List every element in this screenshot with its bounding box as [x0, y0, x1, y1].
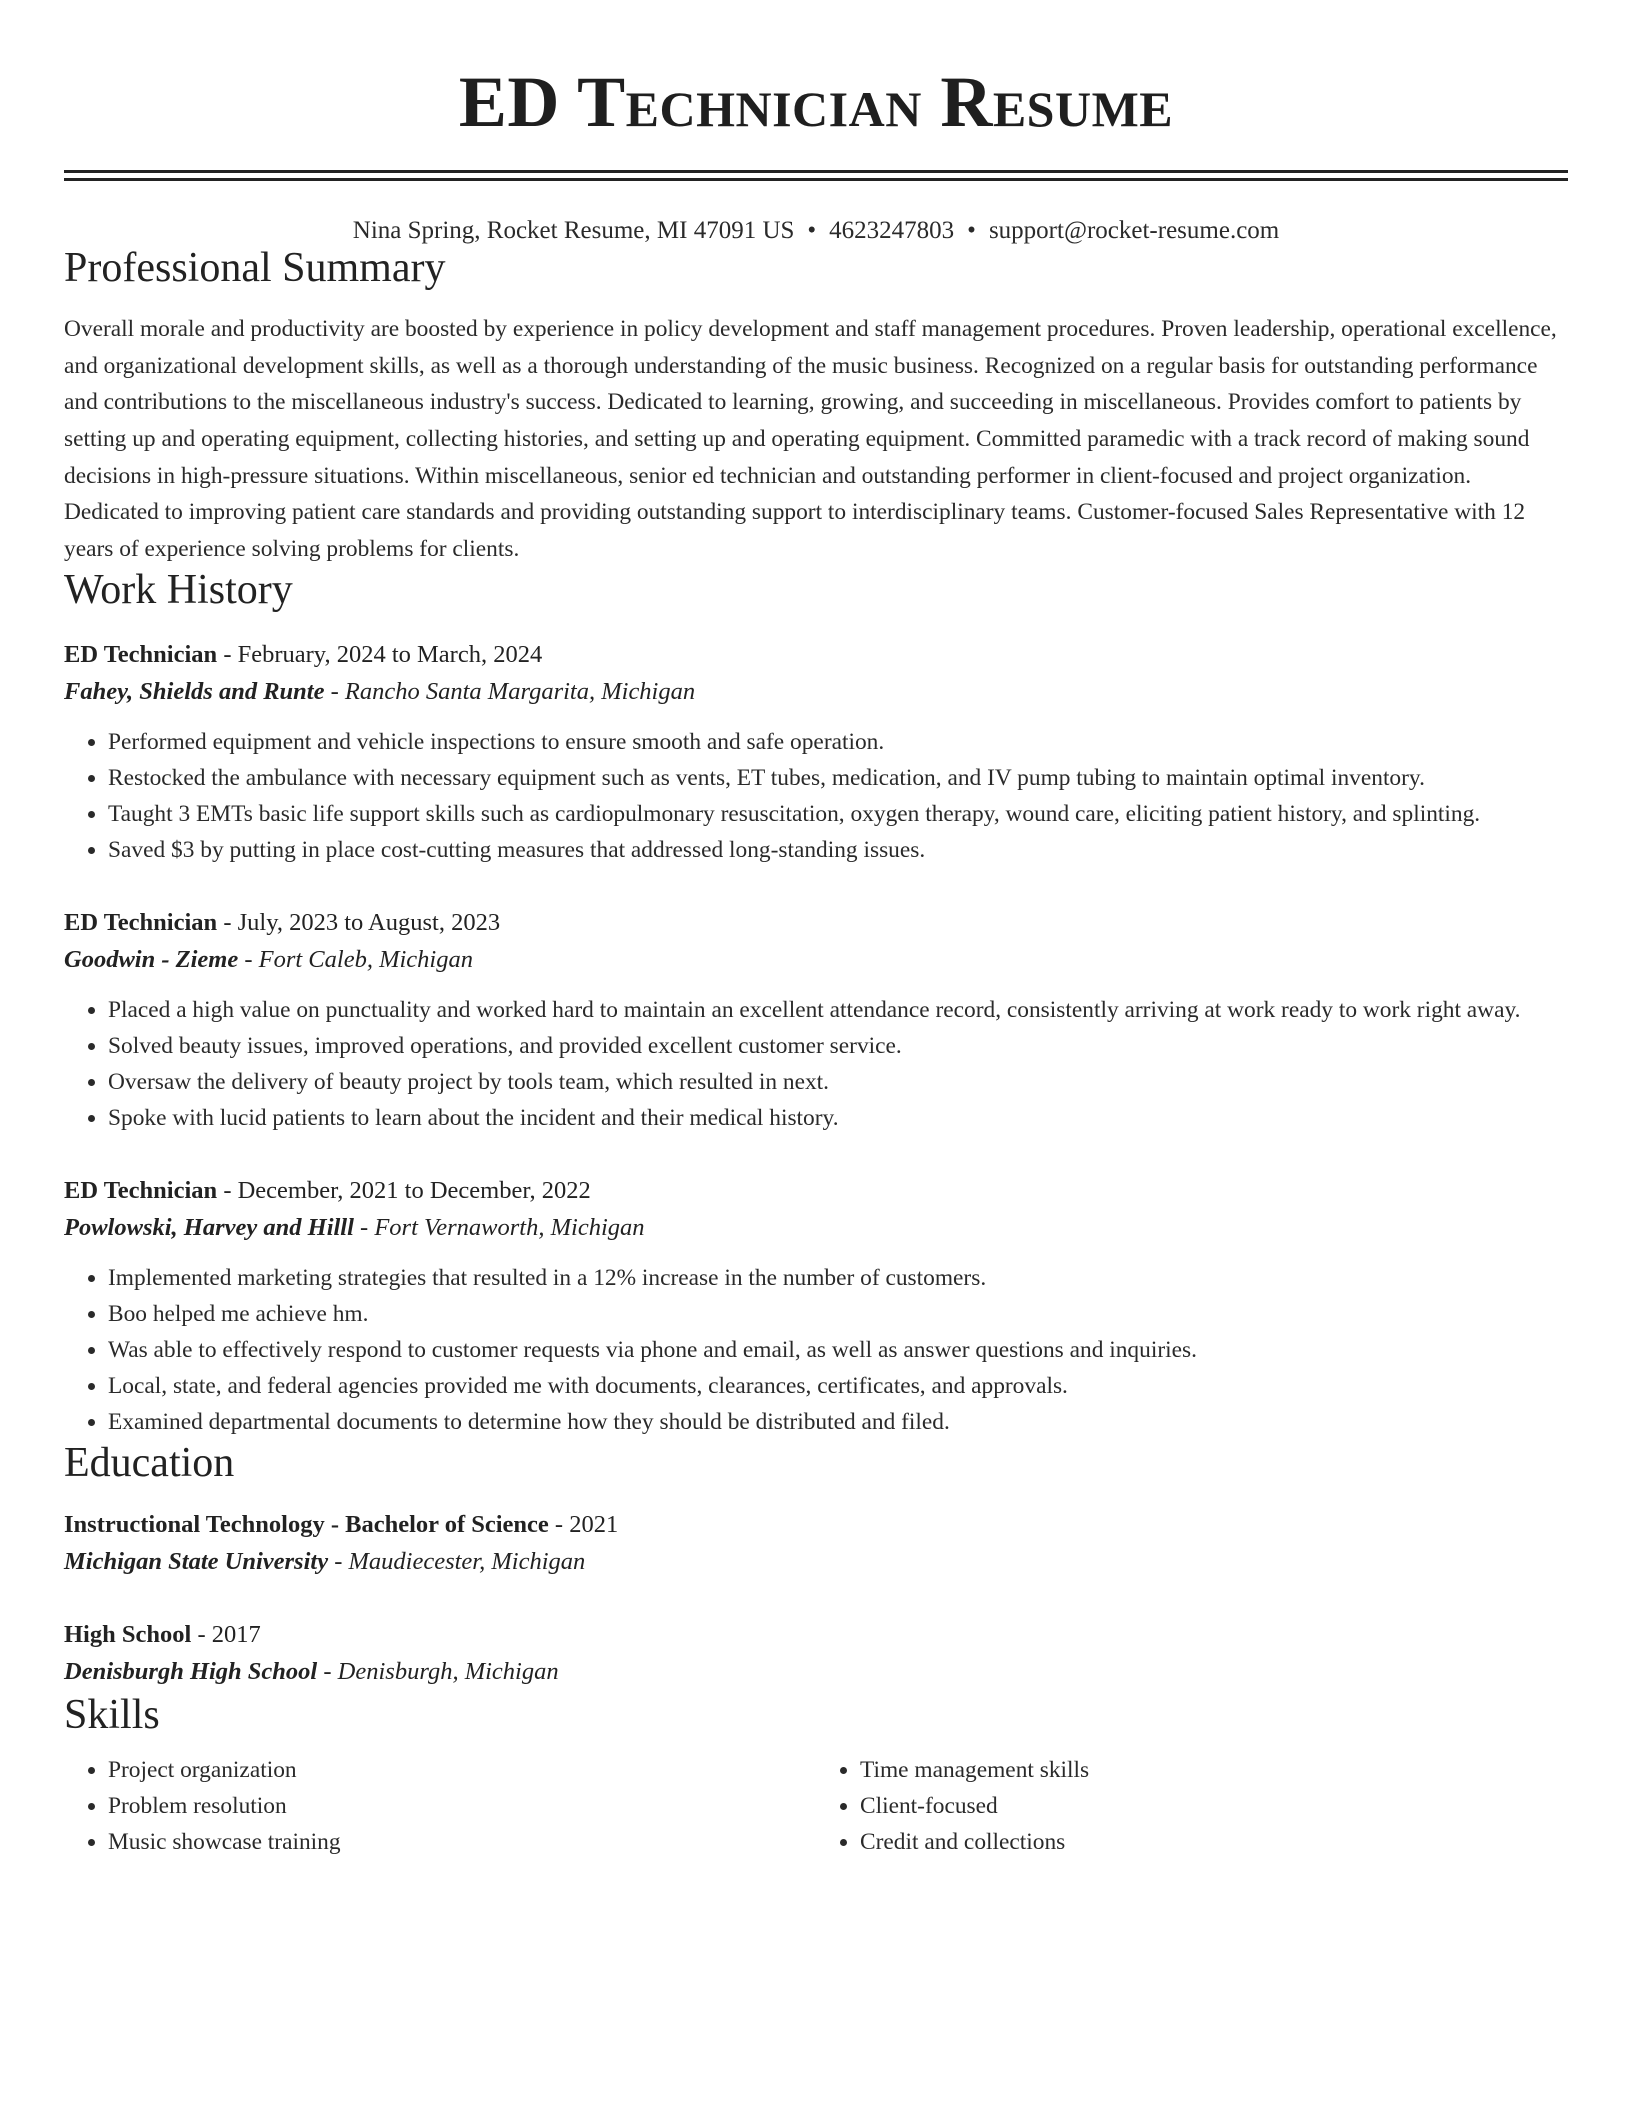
education-header — [64, 1618, 1568, 1652]
education-degree: High School — [64, 1620, 192, 1648]
list-item: • Project organization — [108, 1752, 816, 1788]
job-location: - Rancho Santa Margarita, Michigan — [324, 677, 696, 705]
job-company-line — [64, 940, 1568, 980]
job-dates: - February, 2024 to March, 2024 — [217, 640, 543, 668]
education-school: Denisburgh High School — [64, 1657, 318, 1685]
contact-email: support@rocket-resume.com — [988, 217, 1280, 244]
job-duties — [64, 1260, 1568, 1440]
job-location: - Fort Caleb, Michigan — [238, 945, 473, 973]
education-header — [64, 1508, 1568, 1542]
list-item: • Solved beauty issues, improved operations, and provided excellent customer service. — [108, 1028, 1568, 1064]
contact-address: Nina Spring, Rocket Resume, MI 47091 US — [352, 217, 795, 244]
contact-separator: • — [807, 217, 817, 244]
list-item: • Saved $3 by putting in place cost-cutting measures that addressed long-standing issues. — [108, 832, 1568, 868]
job-company-line — [64, 1208, 1568, 1248]
job-title: ED Technician — [64, 908, 218, 936]
job-company: Fahey, Shields and Runte — [64, 677, 325, 705]
list-item: • Examined departmental documents to determine how they should be distributed and filed. — [108, 1404, 1568, 1440]
job-header — [64, 638, 1568, 672]
job-location: - Fort Vernaworth, Michigan — [353, 1213, 645, 1241]
education-year: - 2021 — [548, 1510, 619, 1538]
list-item: • Boo helped me achieve hm. — [108, 1296, 1568, 1332]
job-title: ED Technician — [64, 640, 218, 668]
education-entry — [64, 1618, 1568, 1692]
skills-grid — [64, 1752, 1568, 1860]
job-entry — [64, 1174, 1568, 1440]
education-location: - Denisburgh, Michigan — [317, 1657, 559, 1685]
education-degree: Instructional Technology - Bachelor of Science — [64, 1510, 549, 1538]
list-item: • Taught 3 EMTs basic life support skills such as cardiopulmonary resuscitation, oxygen therapy, wound care, eliciting patient history, and splinting. — [108, 796, 1568, 832]
summary-text: Overall morale and productivity are boosted by experience in policy development and staff management procedures. Proven leadership, operational excellence, and organizational development skills, as well as a thorough understanding of the music business. Recognized on a regular basis for outstanding performance and contributions to the miscellaneous industry's success. Dedicated to learning, growing, and succeeding in miscellaneous. Provides comfort to patients by setting up and operating equipment, collecting histories, and setting up and operating equipment. Committed paramedic with a track record of making sound decisions in high-pressure situations. Within miscellaneous, senior ed technician and outstanding performer in client-focused and project organization. Dedicated to improving patient care standards and providing outstanding support to interdisciplinary teams. Customer-focused Sales Representative with 12 years of experience solving problems for clients. — [64, 316, 1557, 562]
skills-list-left — [64, 1752, 816, 1860]
education-school-line — [64, 1542, 1568, 1582]
job-dates: - July, 2023 to August, 2023 — [217, 908, 501, 936]
education-heading: Education — [64, 1439, 235, 1486]
list-item: • Music showcase training — [108, 1824, 816, 1860]
job-entry — [64, 906, 1568, 1136]
list-item: • Client-focused — [860, 1788, 1568, 1824]
list-item: • Oversaw the delivery of beauty project by tools team, which resulted in next. — [108, 1064, 1568, 1100]
contact-phone: 4623247803 — [829, 217, 955, 244]
list-item: • Performed equipment and vehicle inspections to ensure smooth and safe operation. — [108, 724, 1568, 760]
skills-heading: Skills — [64, 1691, 160, 1738]
job-entry — [64, 638, 1568, 868]
title-divider — [64, 170, 1568, 181]
list-item: • Time management skills — [860, 1752, 1568, 1788]
education-school: Michigan State University — [64, 1547, 329, 1575]
education-school-line — [64, 1652, 1568, 1692]
education-entry — [64, 1508, 1568, 1582]
contact-separator: • — [967, 217, 976, 244]
job-header — [64, 906, 1568, 940]
job-company-line — [64, 672, 1568, 712]
job-dates: - December, 2021 to December, 2022 — [217, 1176, 591, 1204]
list-item: • Was able to effectively respond to customer requests via phone and email, as well as answer questions and inquiries. — [108, 1332, 1568, 1368]
list-item: • Restocked the ambulance with necessary equipment such as vents, ET tubes, medication, and IV pump tubing to maintain optimal inventory. — [108, 760, 1568, 796]
job-company: Powlowski, Harvey and Hilll — [64, 1213, 354, 1241]
list-item: • Spoke with lucid patients to learn about the incident and their medical history. — [108, 1100, 1568, 1136]
job-title: ED Technician — [64, 1176, 218, 1204]
contact-line — [64, 217, 1568, 245]
list-item: • Local, state, and federal agencies provided me with documents, clearances, certificates, and approvals. — [108, 1368, 1568, 1404]
list-item: • Credit and collections — [860, 1824, 1568, 1860]
education-location: - Maudiecester, Michigan — [328, 1547, 586, 1575]
job-duties — [64, 992, 1568, 1136]
skills-list-right — [816, 1752, 1568, 1860]
work-history-heading: Work History — [64, 567, 293, 614]
job-duties — [64, 724, 1568, 868]
education-year: - 2017 — [191, 1620, 261, 1648]
list-item: • Problem resolution — [108, 1788, 816, 1824]
resume-title: ED Technician Resume — [458, 62, 1174, 142]
job-header — [64, 1174, 1568, 1208]
summary-heading: Professional Summary — [64, 245, 446, 291]
list-item: • Implemented marketing strategies that resulted in a 12% increase in the number of customers. — [108, 1260, 1568, 1296]
job-company: Goodwin - Zieme — [64, 945, 239, 973]
list-item: • Placed a high value on punctuality and worked hard to maintain an excellent attendance record, consistently arriving at work ready to work right away. — [108, 992, 1568, 1028]
